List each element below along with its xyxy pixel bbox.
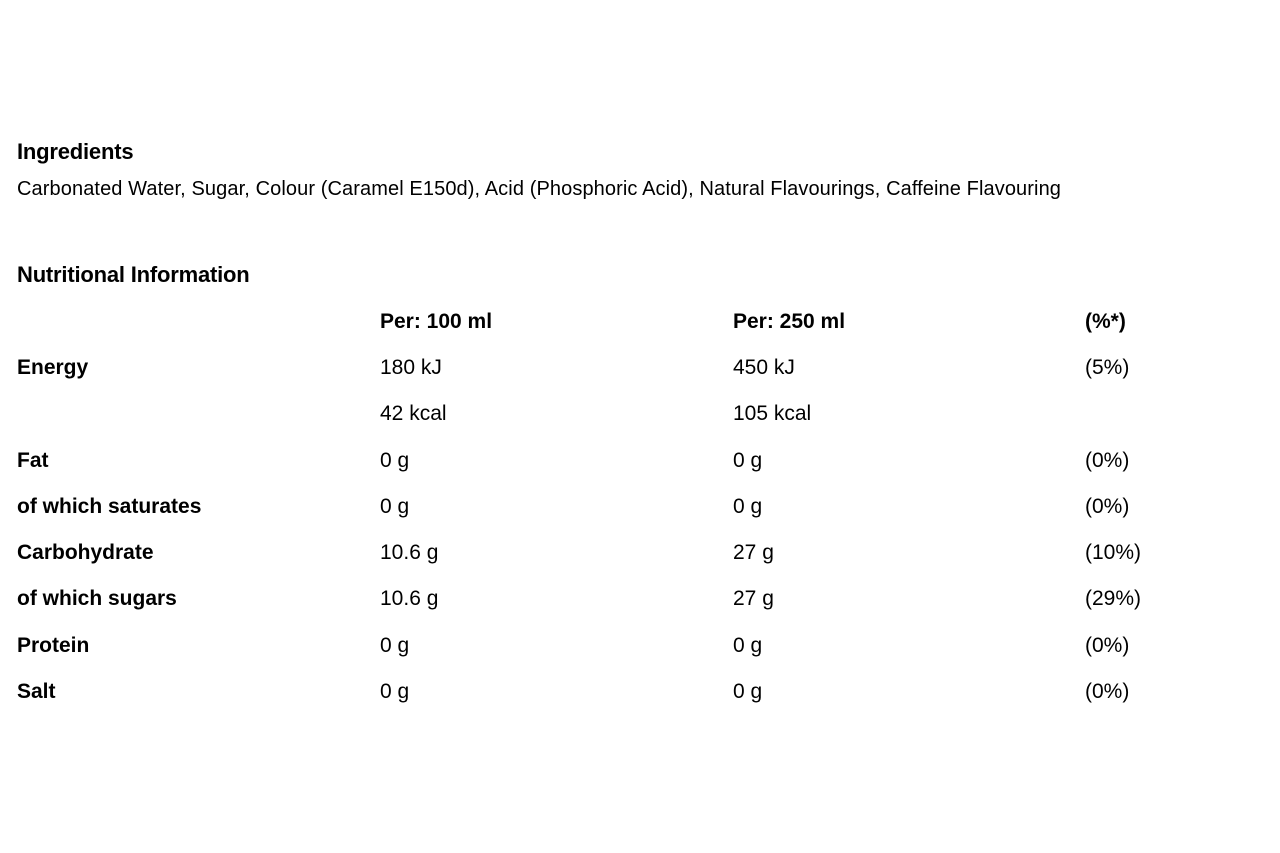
nutrition-heading: Nutritional Information: [17, 262, 250, 287]
per-100ml-value: 0 g: [380, 680, 410, 703]
row-label: Fat: [17, 449, 49, 472]
table-row: [0, 634, 1280, 664]
ingredients-text: Carbonated Water, Sugar, Colour (Caramel E150d), Acid (Phosphoric Acid), Natural Flavourings, Caffeine Flavouring: [17, 178, 1062, 200]
reference-intake-value: (10%): [1085, 541, 1142, 564]
reference-intake-value: (0%): [1085, 495, 1130, 518]
row-label: Salt: [17, 680, 56, 703]
per-100ml-value: 10.6 g: [380, 541, 439, 564]
per-100ml-value: 0 g: [380, 495, 410, 518]
row-label: Protein: [17, 634, 90, 657]
nutrition-header-row: [0, 310, 1280, 340]
reference-intake-value: (0%): [1085, 634, 1130, 657]
column-header-per-100ml: Per: 100 ml: [380, 310, 493, 333]
per-100ml-value: 0 g: [380, 634, 410, 657]
per-250ml-value: 0 g: [733, 680, 763, 703]
reference-intake-value: (29%): [1085, 587, 1142, 610]
per-250ml-value: 450 kJ: [733, 356, 795, 379]
per-250ml-value: 105 kcal: [733, 402, 812, 425]
row-label: Carbohydrate: [17, 541, 154, 564]
reference-intake-value: (5%): [1085, 356, 1130, 379]
table-row: [0, 495, 1280, 525]
table-row: [0, 402, 1280, 432]
row-label: Energy: [17, 356, 89, 379]
table-row: [0, 680, 1280, 710]
table-row: [0, 587, 1280, 617]
per-100ml-value: 0 g: [380, 449, 410, 472]
per-100ml-value: 180 kJ: [380, 356, 442, 379]
per-250ml-value: 27 g: [733, 541, 774, 564]
per-250ml-value: 27 g: [733, 587, 774, 610]
per-250ml-value: 0 g: [733, 495, 763, 518]
per-100ml-value: 42 kcal: [380, 402, 447, 425]
ingredients-heading: Ingredients: [17, 139, 134, 164]
reference-intake-value: (0%): [1085, 680, 1130, 703]
row-label: of which saturates: [17, 495, 202, 518]
table-row: [0, 356, 1280, 386]
row-label: of which sugars: [17, 587, 177, 610]
column-header-per-250ml: Per: 250 ml: [733, 310, 846, 333]
per-100ml-value: 10.6 g: [380, 587, 439, 610]
table-row: [0, 449, 1280, 479]
column-header-reference-intake: (%*): [1085, 310, 1126, 333]
per-250ml-value: 0 g: [733, 449, 763, 472]
reference-intake-value: (0%): [1085, 449, 1130, 472]
per-250ml-value: 0 g: [733, 634, 763, 657]
table-row: [0, 541, 1280, 571]
